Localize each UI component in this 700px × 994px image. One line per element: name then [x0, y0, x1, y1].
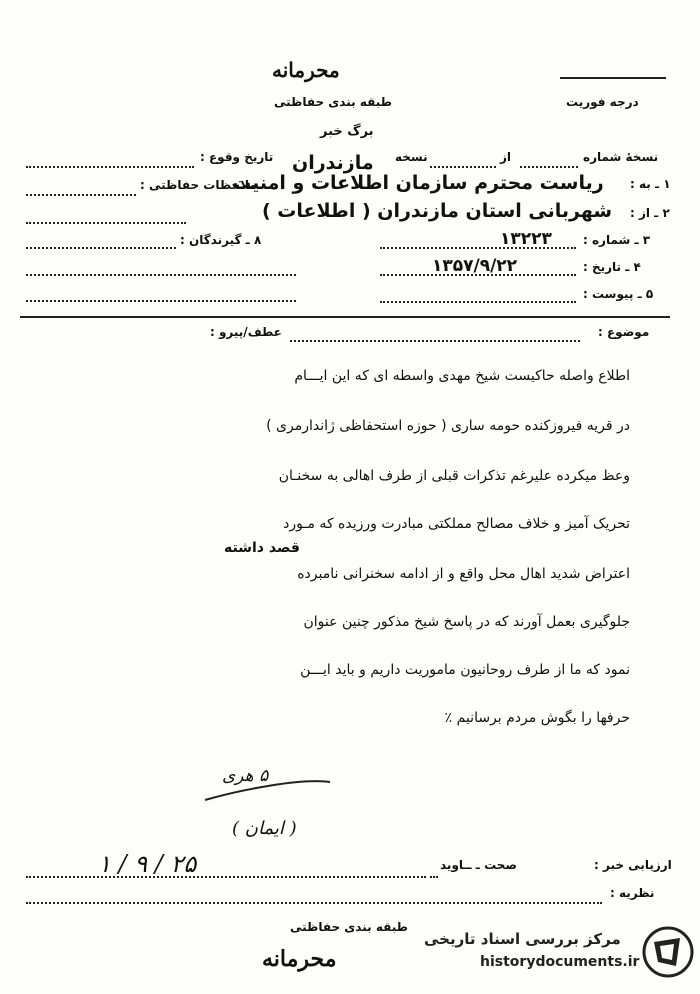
form-title: برگ خبر [320, 124, 374, 139]
remark-dots-2 [26, 222, 186, 224]
from-label: ۲ ـ از : [630, 206, 670, 220]
attachment-label: ۵ ـ پیوست : [583, 287, 654, 301]
urgency-label: درجه فوریت [566, 95, 639, 109]
date-value: ۱۳۵۷/۹/۲۲ [432, 256, 518, 276]
interlinear-note: قصد داشته [224, 540, 300, 556]
recipients-dots-3 [26, 300, 296, 302]
recipients-dots-2 [26, 274, 296, 276]
subject-dots [290, 340, 580, 342]
recipients-dots [26, 247, 176, 249]
number-dots [380, 247, 576, 249]
copy-of-dots [430, 166, 496, 168]
handwritten-date: ۲۵ / ۹ / ۱ [98, 850, 197, 878]
footer-classification-label: طبقه بندی حفاظتی [290, 920, 408, 934]
evaluation-label: ارزیابی خبر : [594, 858, 672, 872]
body-line-3: وعظ میکرده علیرغم تذکرات قبلی از طرف اهالی به سخنـان [278, 468, 630, 484]
opinion-dots [26, 902, 602, 904]
remark-dots [26, 194, 136, 196]
subject-label: موضوع : [598, 325, 650, 339]
attachment-dots [380, 301, 576, 303]
date-label: ۴ ـ تاریخ : [583, 260, 641, 274]
copy-copy: نسخه [395, 150, 428, 164]
copy-dots [520, 166, 578, 168]
body-line-4: تحریک آمیز و خلاف مصالح مملکتی مبادرت ورزیده که مـورد [283, 516, 630, 532]
recipients-label: ۸ ـ گیرندگان : [180, 233, 262, 247]
date-dots [380, 274, 576, 276]
urgency-rule [560, 77, 666, 79]
to-value: ریاست محترم سازمان اطلاعات و امنیت [232, 172, 604, 194]
body-line-2: در قریه فیروزکنده حومه ساری ( حوزه استحفاظی ژاندارمری ) [266, 418, 630, 434]
copy-of: از [500, 150, 512, 164]
body-line-6: جلوگیری بعمل آورند که در پاسخ شیخ مذکور چنین عنوان [303, 614, 630, 630]
footer-classification-value: محرمانه [262, 946, 337, 972]
from-value: شهربانی استان مازندران ( اطلاعات ) [262, 200, 613, 222]
body-line-8: حرفها را بگوش مردم برسانیم ٪ [444, 710, 630, 726]
number-value: ۱۳۲۲۳ [500, 229, 552, 249]
evaluation-dots [26, 876, 426, 878]
classification-label: طبقه بندی حفاظتی [274, 95, 392, 109]
evaluation-value: صحت ـ ــاوید [440, 858, 518, 872]
copy-label: نسخۀ شماره [583, 150, 659, 164]
number-label: ۳ ـ شماره : [583, 233, 651, 247]
header-divider [20, 316, 670, 318]
date-of-occurrence-label: تاریخ وقوع : [200, 150, 274, 164]
date-of-occurrence-value: مازندران [292, 152, 374, 174]
reference-label: عطف/پیرو : [210, 325, 282, 339]
opinion-label: نظریه : [610, 886, 655, 900]
to-remark: ملاحظات حفاظتی : [140, 178, 257, 192]
watermark-url: historydocuments.ir [480, 954, 640, 970]
occurrence-dots [26, 166, 194, 168]
classification-top: محرمانه [272, 58, 340, 82]
evaluation-dots-2 [430, 876, 438, 878]
signature-top: ۵ هری [222, 766, 269, 786]
body-line-1: اطلاع واصله حاکیست شیخ مهدی واسطه ای که این ایـــام [294, 368, 630, 384]
archive-logo-icon [640, 922, 696, 982]
body-line-7: نمود که ما از طرف روحانیون ماموریت داریم و باید ایـــن [300, 662, 630, 678]
body-line-5: اعتراض شدید اهال محل واقع و از ادامه سخنرانی نامبرده [297, 566, 630, 582]
to-label: ۱ ـ به : [630, 177, 671, 191]
signature-name: ( ایمان ) [232, 818, 297, 839]
watermark-title: مرکز بررسی اسناد تاریخی [424, 930, 621, 948]
